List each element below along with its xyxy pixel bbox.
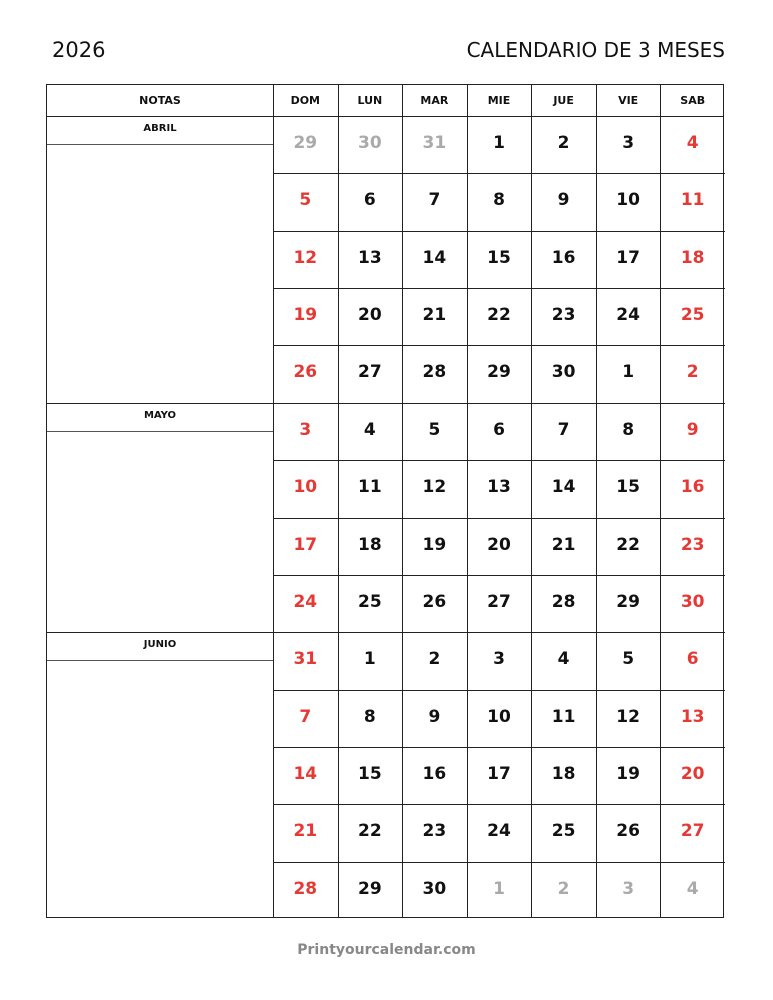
- divider: [47, 116, 723, 117]
- day-cell: 22: [358, 821, 382, 842]
- divider: [273, 231, 725, 232]
- day-cell: 3: [622, 133, 635, 153]
- weekday-header-vie: VIE: [618, 94, 639, 107]
- day-cell: 4: [557, 649, 570, 670]
- year-heading: 2026: [52, 38, 106, 62]
- day-cell: 25: [551, 821, 576, 842]
- divider: [273, 403, 725, 404]
- day-cell: 27: [487, 591, 511, 612]
- divider: [273, 460, 725, 461]
- day-cell: 6: [686, 649, 699, 670]
- day-cell: 24: [616, 305, 640, 326]
- weekday-header-mie: MIE: [487, 94, 511, 107]
- day-cell: 11: [551, 706, 576, 727]
- day-cell: 2: [557, 878, 570, 899]
- day-cell: 20: [487, 534, 511, 555]
- day-cell: 21: [551, 534, 576, 555]
- day-cell: 10: [293, 477, 318, 498]
- weekday-header-sab: SAB: [680, 94, 706, 107]
- day-cell: 7: [299, 706, 312, 727]
- day-cell: 12: [422, 477, 447, 498]
- day-cell: 3: [493, 649, 505, 670]
- divider: [273, 288, 725, 289]
- day-cell: 6: [363, 190, 376, 211]
- day-cell: 14: [293, 763, 318, 784]
- divider: [273, 804, 725, 805]
- day-cell: 25: [680, 305, 705, 326]
- day-cell: 19: [293, 305, 318, 326]
- day-cell: 30: [422, 878, 447, 899]
- weekday-header-jue: JUE: [553, 94, 574, 107]
- day-cell: 19: [422, 534, 447, 555]
- divider: [273, 345, 725, 346]
- day-cell: 16: [680, 477, 705, 498]
- day-cell: 30: [551, 362, 576, 383]
- day-cell: 2: [428, 649, 441, 670]
- month-label-mayo: MAYO: [143, 409, 177, 421]
- notes-area[interactable]: [47, 432, 273, 632]
- month-label-junio: JUNIO: [143, 639, 177, 651]
- day-cell: 20: [358, 305, 382, 326]
- weekday-header-lun: LUN: [357, 94, 383, 107]
- calendar-grid: [46, 84, 724, 918]
- divider: [273, 173, 725, 174]
- divider: [273, 575, 725, 576]
- day-cell: 13: [487, 477, 511, 498]
- day-cell: 24: [293, 591, 318, 612]
- day-cell: 15: [487, 247, 511, 268]
- day-cell: 21: [422, 305, 447, 326]
- day-cell: 5: [622, 649, 635, 670]
- day-cell: 28: [551, 591, 576, 612]
- divider: [273, 690, 725, 691]
- day-cell: 7: [557, 419, 570, 440]
- day-cell: 11: [358, 477, 382, 498]
- day-cell: 12: [616, 706, 640, 727]
- day-cell: 22: [487, 305, 511, 326]
- day-cell: 19: [616, 763, 640, 784]
- day-cell: 7: [428, 190, 441, 211]
- day-cell: 5: [428, 419, 441, 440]
- day-cell: 29: [487, 362, 511, 383]
- day-cell: 28: [293, 878, 318, 899]
- page-title: CALENDARIO DE 3 MESES: [466, 38, 725, 62]
- day-cell: 18: [680, 247, 705, 268]
- day-cell: 26: [293, 362, 318, 383]
- day-cell: 10: [616, 190, 640, 211]
- divider: [47, 403, 273, 404]
- weekday-header-mar: MAR: [420, 94, 449, 107]
- day-cell: 9: [686, 419, 699, 440]
- divider: [273, 862, 725, 863]
- notes-area[interactable]: [47, 661, 273, 919]
- day-cell: 1: [493, 133, 505, 153]
- divider: [273, 632, 725, 633]
- day-cell: 29: [616, 591, 640, 612]
- day-cell: 28: [422, 362, 447, 383]
- day-cell: 9: [557, 190, 570, 211]
- day-cell: 2: [557, 133, 570, 153]
- notes-header: NOTAS: [139, 94, 181, 107]
- day-cell: 1: [363, 649, 376, 670]
- day-cell: 17: [487, 763, 511, 784]
- day-cell: 3: [622, 878, 635, 899]
- day-cell: 14: [551, 477, 576, 498]
- day-cell: 11: [680, 190, 705, 211]
- day-cell: 21: [293, 821, 318, 842]
- day-cell: 9: [428, 706, 441, 727]
- notes-area[interactable]: [47, 145, 273, 403]
- day-cell: 26: [422, 591, 447, 612]
- day-cell: 31: [422, 133, 447, 153]
- day-cell: 22: [616, 534, 640, 555]
- day-cell: 4: [686, 878, 699, 899]
- day-cell: 10: [487, 706, 511, 727]
- divider: [47, 632, 273, 633]
- day-cell: 29: [358, 878, 382, 899]
- day-cell: 4: [363, 419, 376, 440]
- day-cell: 6: [493, 419, 505, 440]
- month-label-abril: ABRIL: [143, 123, 177, 134]
- day-cell: 2: [686, 362, 699, 383]
- day-cell: 12: [293, 247, 318, 268]
- divider: [273, 747, 725, 748]
- day-cell: 8: [622, 419, 635, 440]
- day-cell: 4: [686, 133, 699, 153]
- day-cell: 25: [358, 591, 382, 612]
- day-cell: 8: [363, 706, 376, 727]
- day-cell: 26: [616, 821, 640, 842]
- day-cell: 8: [493, 190, 505, 211]
- day-cell: 30: [680, 591, 705, 612]
- day-cell: 13: [680, 706, 705, 727]
- day-cell: 27: [680, 821, 705, 842]
- day-cell: 20: [680, 763, 705, 784]
- day-cell: 29: [293, 133, 318, 153]
- weekday-header-dom: DOM: [290, 94, 321, 107]
- day-cell: 15: [358, 763, 382, 784]
- day-cell: 5: [299, 190, 312, 211]
- day-cell: 1: [622, 362, 635, 383]
- day-cell: 1: [493, 878, 505, 899]
- day-cell: 16: [551, 247, 576, 268]
- day-cell: 23: [422, 821, 447, 842]
- day-cell: 30: [358, 133, 382, 153]
- footer-brand: Printyourcalendar.com: [297, 942, 476, 958]
- day-cell: 13: [358, 247, 382, 268]
- day-cell: 23: [680, 534, 705, 555]
- divider: [273, 518, 725, 519]
- day-cell: 16: [422, 763, 447, 784]
- day-cell: 17: [616, 247, 640, 268]
- day-cell: 18: [551, 763, 576, 784]
- day-cell: 31: [293, 649, 318, 670]
- day-cell: 15: [616, 477, 640, 498]
- day-cell: 23: [551, 305, 576, 326]
- day-cell: 27: [358, 362, 382, 383]
- day-cell: 24: [487, 821, 511, 842]
- day-cell: 14: [422, 247, 447, 268]
- day-cell: 18: [358, 534, 382, 555]
- day-cell: 17: [293, 534, 318, 555]
- day-cell: 3: [299, 419, 312, 440]
